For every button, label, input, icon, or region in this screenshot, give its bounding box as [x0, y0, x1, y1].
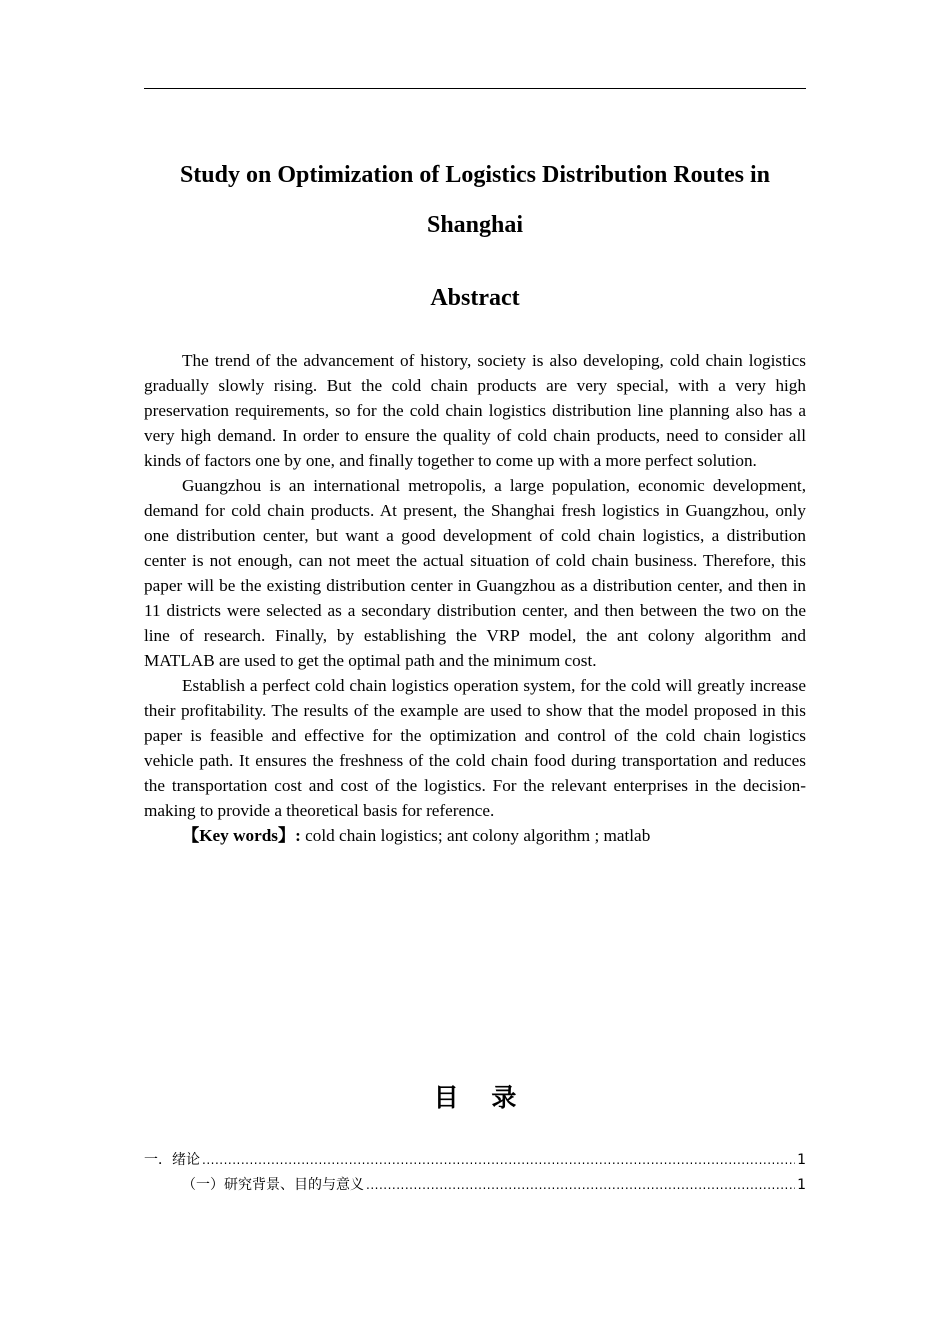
abstract-paragraph: The trend of the advancement of history, society is also developing, cold chain logistics gradually slowly rising. But the cold chain products are very special, with a very high preservation requirements, so for the cold chain logistics distribution line planning also has a very high demand. In order to ensure the quality of cold chain products, need to consider all kinds of factors one by one, and finally together to come up with a more perfect solution.: [144, 351, 806, 470]
abstract-paragraph: Guangzhou is an international metropolis, a large population, economic development, demand for cold chain products. At present, the Shanghai fresh logistics in Guangzhou, only one distribution center, but want a good development of cold chain logistics, a distribution center is not enough, can not meet the actual situation of cold chain business. Therefore, this paper will be the existing distribution center in Guangzhou as a distribution center, and then in 11 districts were selected as a secondary distribution center, and then between the two on the line of research. Finally, by establishing the VRP model, the ant colony algorithm and MATLAB are used to get the optimal path and the minimum cost.: [144, 476, 806, 670]
paper-title: Study on Optimization of Logistics Distribution Routes in Shanghai: [179, 162, 771, 238]
toc-leader-dots: [366, 1173, 795, 1198]
table-of-contents: [144, 1148, 806, 1198]
toc-leader-dots: [202, 1148, 795, 1173]
abstract-paragraph: Establish a perfect cold chain logistics operation system, for the cold will greatly increase their profitability. The results of the example are used to show that the model proposed in this paper is feasible and effective for the optimization and control of the cold chain logistics vehicle path. It ensures the freshness of the cold chain food during transportation and reduces the transportation cost and cost of the logistics. For the relevant enterprises in the decision-making to provide a theoretical basis for reference.: [144, 676, 806, 820]
toc-entry-page: 1: [797, 1177, 806, 1193]
toc-entry-label: 绪论: [172, 1152, 200, 1168]
toc-entry-number: 一．: [144, 1152, 172, 1168]
keywords-label: 【Key words】:: [182, 826, 301, 845]
keywords-text: cold chain logistics; ant colony algorithm ; matlab: [300, 826, 651, 845]
toc-entry[interactable]: [144, 1173, 806, 1198]
toc-entry-page: 1: [797, 1152, 806, 1168]
toc-entry-label: （一）研究背景、目的与意义: [182, 1177, 364, 1193]
toc-entry[interactable]: [144, 1148, 806, 1173]
abstract-heading: Abstract: [430, 285, 520, 311]
keywords-line: [144, 823, 806, 848]
toc-heading: 目 录: [433, 1083, 529, 1112]
header-rule: [144, 88, 806, 89]
abstract-body: [144, 348, 806, 848]
